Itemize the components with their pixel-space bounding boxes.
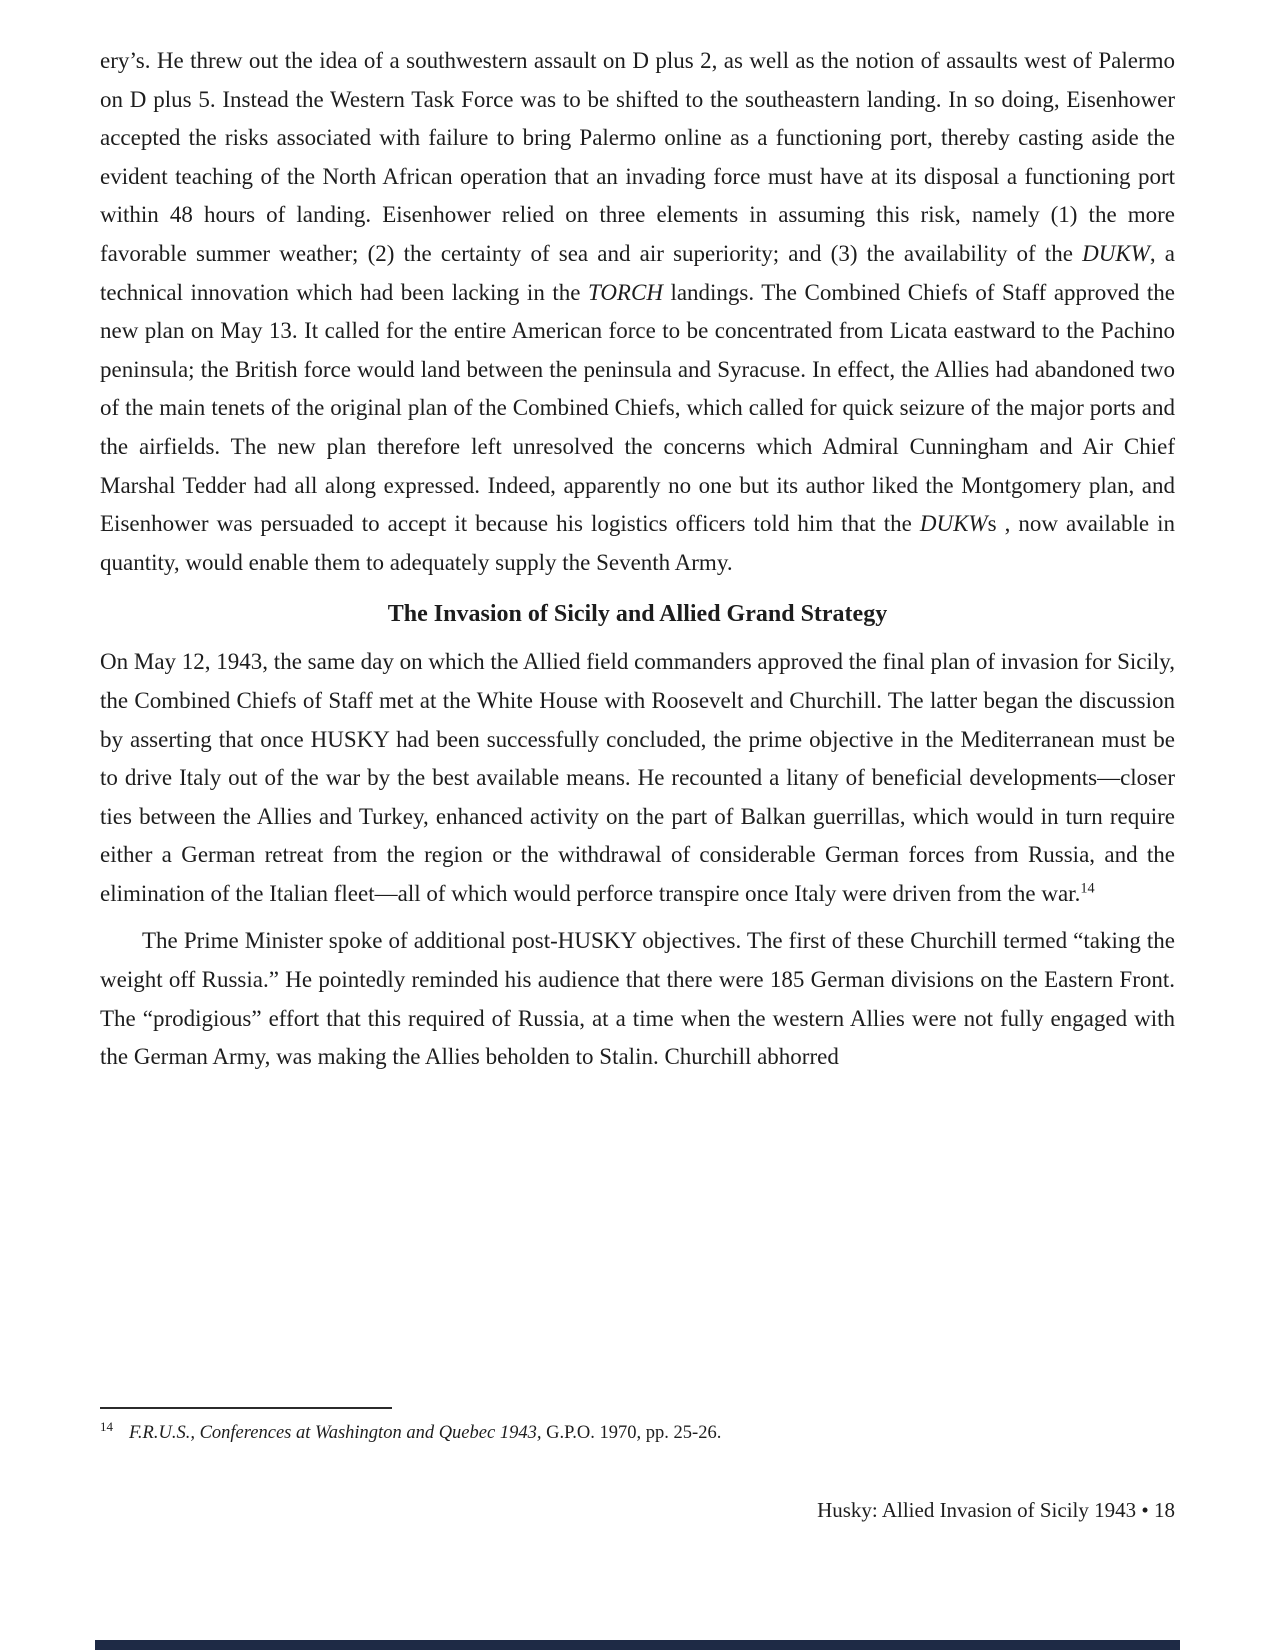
page-footer: Husky: Allied Invasion of Sicily 1943 • 18 xyxy=(817,1498,1175,1522)
footnote xyxy=(100,1418,1175,1446)
footnote-body: F.R.U.S., Conferences at Washington and Quebec 1943, G.P.O. 1970, pp. 25-26. xyxy=(129,1423,722,1443)
page-body xyxy=(100,42,1175,1077)
footnote-marker: 14 xyxy=(100,1418,113,1434)
section-heading: The Invasion of Sicily and Allied Grand Strategy xyxy=(387,601,888,628)
footnote-separator xyxy=(100,1407,392,1409)
bottom-bar xyxy=(95,1640,1180,1650)
body-paragraph-3: The Prime Minister spoke of additional post-HUSKY objectives. The first of these Churchill termed “taking the weight off Russia.” He pointedly reminded his audience that there were 185 German divisions on the Eastern Front. The “prodigious” effort that this required of Russia, at a time when the western Allies were not fully engaged with the German Army, was making the Allies beholden to Stalin. Churchill abhorred xyxy=(100,928,1175,1070)
body-paragraph-1: ery’s. He threw out the idea of a southwestern assault on D plus 2, as well as the notion of assaults west of Palermo on D plus 5. Instead the Western Task Force was to be shifted to the southeastern landing. In so doing, Eisenhower accepted the risks associated with failure to bring Palermo online as a functioning port, thereby casting aside the evident teaching of the North African operation that an invading force must have at its disposal a functioning port within 48 hours of landing. Eisenhower relied on three elements in assuming this risk, namely (1) the more favorable summer weather; (2) the certainty of sea and air superiority; and (3) the availability of the DUKW, a technical innovation which had been lacking in the TORCH landings. The Combined Chiefs of Staff approved the new plan on May 13. It called for the entire American force to be concentrated from Licata eastward to the Pachino peninsula; the British force would land between the peninsula and Syracuse. In effect, the Allies had abandoned two of the main tenets of the original plan of the Combined Chiefs, which called for quick seizure of the major ports and the airfields. The new plan therefore left unresolved the concerns which Admiral Cunningham and Air Chief Marshal Tedder had all along expressed. Indeed, apparently no one but its author liked the Montgomery plan, and Eisenhower was persuaded to accept it because his logistics officers told him that the DUKWs , now available in quantity, would enable them to adequately supply the Seventh Army. xyxy=(100,48,1175,575)
footnote-area xyxy=(100,1407,1175,1446)
body-paragraph-2: On May 12, 1943, the same day on which the Allied field commanders approved the final plan of invasion for Sicily, the Combined Chiefs of Staff met at the White House with Roosevelt and Churchill. The latter began the discussion by asserting that once HUSKY had been successfully concluded, the prime objective in the Mediterranean must be to drive Italy out of the war by the best available means. He recounted a litany of beneficial developments—closer ties between the Allies and Turkey, enhanced activity on the part of Balkan guerrillas, which would in turn require either a German retreat from the region or the withdrawal of considerable German forces from Russia, and the elimination of the Italian fleet—all of which would perforce transpire once Italy were driven from the war.$^{14}$ xyxy=(100,649,1175,906)
